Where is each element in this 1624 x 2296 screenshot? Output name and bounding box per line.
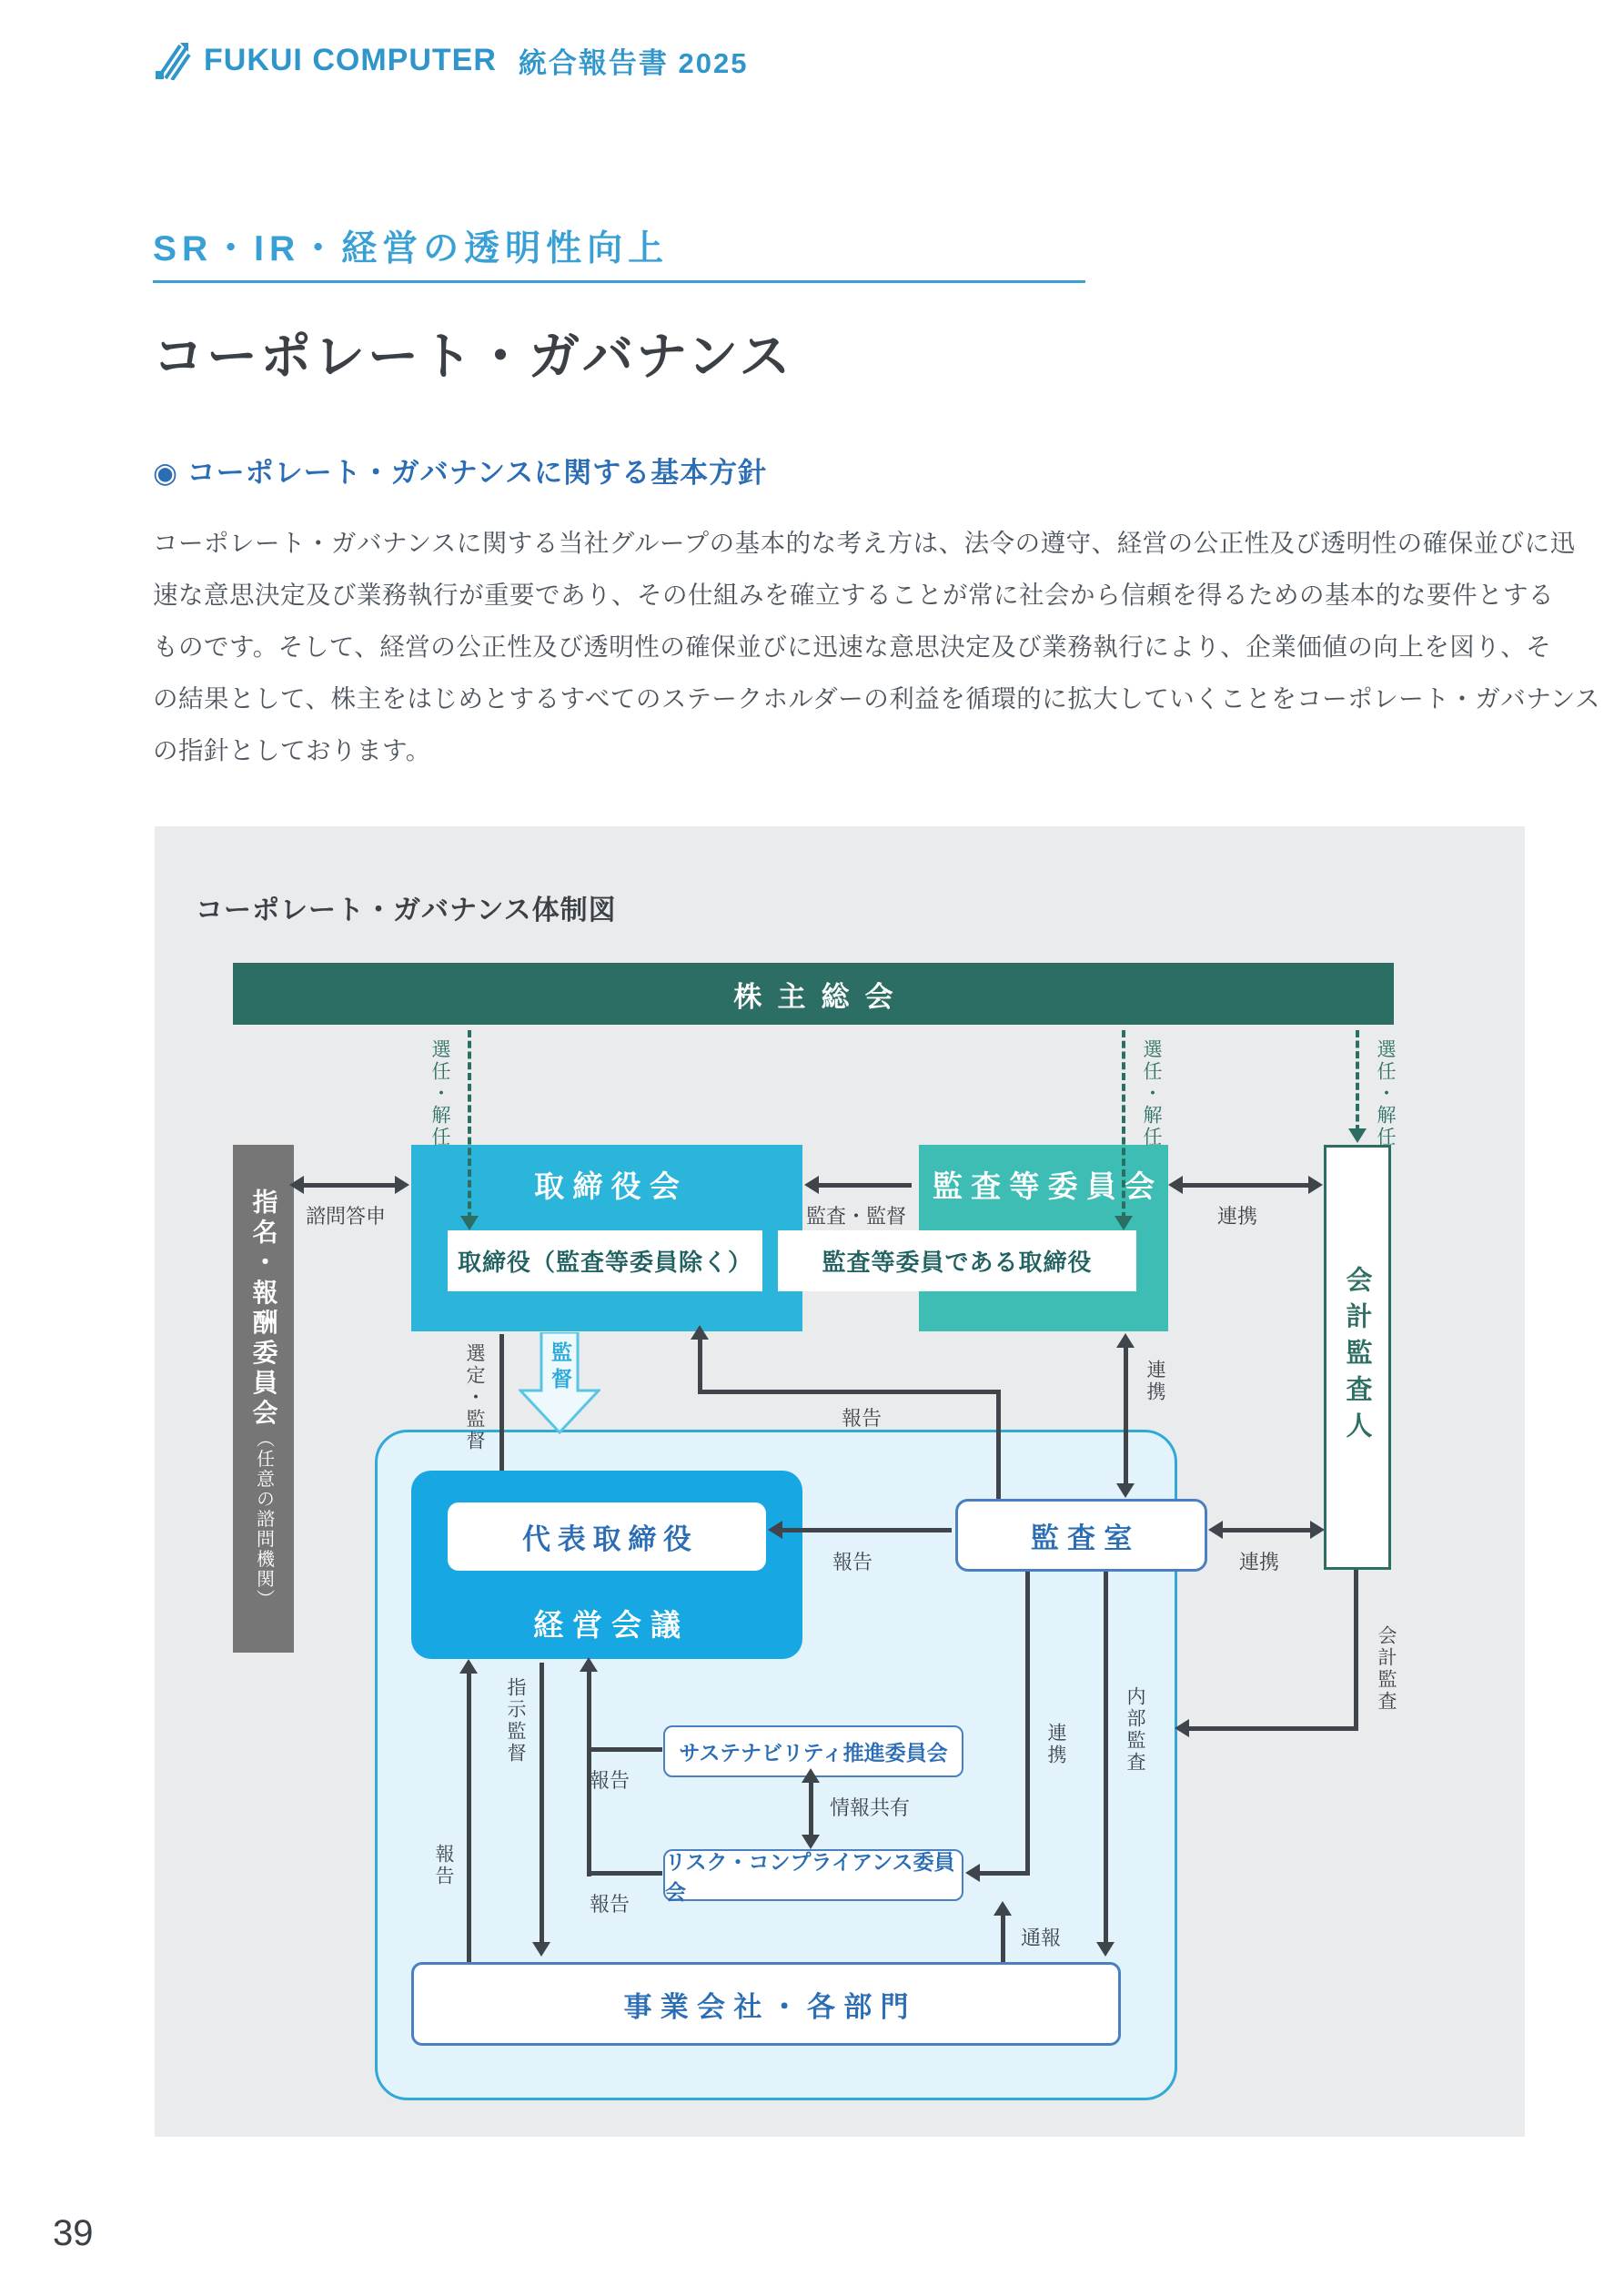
- node-nomination-remuneration-committee: [233, 1145, 294, 1653]
- page-number: 39: [53, 2213, 94, 2253]
- node-business-units: 事業会社・各部門: [411, 1962, 1121, 2046]
- arrowhead: [532, 1942, 550, 1957]
- arrow-appoint-dismiss-audit: [1122, 1030, 1125, 1219]
- subsection-heading: ◉ コーポレート・ガバナンスに関する基本方針: [153, 457, 768, 489]
- arrowhead: [580, 1657, 598, 1672]
- arrow-cooperation-risk-v: [1025, 1572, 1030, 1876]
- arrowhead: [1348, 1128, 1367, 1143]
- arrowhead: [460, 1216, 479, 1230]
- arrowhead: [1096, 1942, 1115, 1957]
- management-meeting-label: 経営会議: [533, 1608, 690, 1642]
- arrow-committee-report-h2: [590, 1871, 662, 1876]
- arrowhead: [1310, 1521, 1325, 1539]
- label-instruct-supervise: 指示監督: [505, 1677, 526, 1765]
- nomination-label: 指名・報酬委員会: [249, 1188, 278, 1430]
- label-advisory: 諮問答申: [306, 1205, 387, 1228]
- arrowhead: [289, 1176, 304, 1194]
- arrow-advisory: [302, 1183, 397, 1188]
- arrowhead: [1208, 1521, 1223, 1539]
- arrow-instruct-supervise: [540, 1663, 544, 1946]
- label-report: 報告: [433, 1844, 454, 1887]
- arrow-accounting-audit-h: [1187, 1726, 1358, 1731]
- label-appoint-dismiss: 選任・解任: [429, 1039, 450, 1148]
- node-sustainability-committee: サステナビリティ推進委員会: [663, 1725, 963, 1777]
- node-audit-committee: 監査等委員会: [919, 1145, 1168, 1331]
- arrow-report-to-president: [781, 1528, 952, 1532]
- arrow-cooperation-risk-h: [978, 1871, 1028, 1876]
- arrowhead: [1175, 1719, 1189, 1737]
- body-line: 速な意思決定及び業務執行が重要であり、その仕組みを確立することが常に社会から信頼を得るための基本的な要件とする: [153, 581, 1554, 609]
- label-select-supervise: 選定・監督: [464, 1343, 485, 1452]
- arrow-report-to-board: [698, 1338, 702, 1392]
- label-supervise: 監督: [549, 1341, 572, 1394]
- arrow-info-share: [809, 1781, 813, 1836]
- label-appoint-dismiss: 選任・解任: [1141, 1039, 1162, 1148]
- nomination-note: （任意の諮問機関）: [253, 1429, 274, 1610]
- arrowhead: [965, 1864, 980, 1882]
- node-audit-office: 監査室: [955, 1499, 1207, 1572]
- label-report: 報告: [832, 1551, 873, 1573]
- brand-name: FUKUI COMPUTER: [204, 43, 497, 77]
- label-cooperation: 連携: [1217, 1205, 1258, 1228]
- diagram-title: コーポレート・ガバナンス体制図: [196, 895, 617, 925]
- fukui-computer-logo-icon: [153, 42, 191, 80]
- arrow-appoint-dismiss-auditor: [1356, 1030, 1359, 1132]
- arrowhead: [768, 1521, 782, 1539]
- label-audit-supervise: 監査・監督: [806, 1205, 907, 1228]
- section-category: SR・IR・経営の透明性向上: [153, 229, 670, 268]
- arrow-internal-audit: [1104, 1572, 1108, 1946]
- label-report: 報告: [842, 1407, 883, 1430]
- arrowhead: [802, 1768, 820, 1783]
- arrow-accounting-audit-v: [1354, 1570, 1358, 1731]
- header: [153, 40, 748, 81]
- label-report: 報告: [590, 1769, 630, 1792]
- arrowhead: [691, 1325, 709, 1340]
- body-line: コーポレート・ガバナンスに関する当社グループの基本的な考え方は、法令の遵守、経営の公正性及び透明性の確保並びに迅: [153, 529, 1576, 557]
- label-info-share: 情報共有: [830, 1796, 911, 1819]
- category-underline: [153, 280, 1085, 283]
- arrowhead: [994, 1901, 1012, 1916]
- arrow-whistleblow: [1001, 1914, 1005, 1962]
- label-appoint-dismiss: 選任・解任: [1375, 1039, 1396, 1148]
- arrow-cooperation-auditor: [1221, 1528, 1312, 1532]
- label-internal-audit: 内部監査: [1125, 1686, 1145, 1774]
- body-line: ものです。そして、経営の公正性及び透明性の確保並びに迅速な意思決定及び業務執行により、企業価値の向上を図り、そ: [153, 632, 1552, 661]
- arrow-cooperation-top: [1181, 1183, 1310, 1188]
- label-report: 報告: [590, 1893, 630, 1916]
- arrowhead: [459, 1659, 478, 1674]
- arrow-appoint-dismiss-board: [468, 1030, 471, 1219]
- arrow-report-to-board-v: [996, 1390, 1001, 1499]
- body-line: の指針としております。: [153, 736, 431, 764]
- label-accounting-audit: 会計監査: [1376, 1625, 1397, 1713]
- body-paragraph: [153, 517, 1601, 776]
- node-directors-excl-audit: 取締役（監査等委員除く）: [448, 1230, 762, 1291]
- document-title: 統合報告書 2025: [518, 47, 749, 79]
- page-title: コーポレート・ガバナンス: [153, 328, 793, 385]
- arrowhead: [804, 1176, 819, 1194]
- arrow-report-to-board-h: [698, 1390, 1001, 1394]
- node-representative-director: 代表取締役: [448, 1502, 766, 1571]
- arrowhead: [1115, 1216, 1133, 1230]
- arrowhead: [395, 1176, 409, 1194]
- arrowhead: [802, 1835, 820, 1849]
- arrowhead: [1116, 1483, 1135, 1498]
- label-cooperation: 連携: [1239, 1551, 1280, 1573]
- label-cooperation: 連携: [1045, 1723, 1066, 1766]
- node-accounting-auditor: 会計監査人: [1324, 1145, 1391, 1570]
- arrowhead: [1168, 1176, 1183, 1194]
- label-whistleblow: 通報: [1021, 1927, 1062, 1949]
- node-shareholders-meeting: 株主総会: [233, 963, 1394, 1025]
- arrow-cooperation-audit-office: [1124, 1346, 1128, 1487]
- arrow-select-supervise: [499, 1334, 504, 1487]
- label-cooperation: 連携: [1145, 1360, 1165, 1403]
- arrow-audit-supervise: [817, 1183, 912, 1188]
- arrow-report-up: [467, 1672, 471, 1962]
- node-audit-committee-directors: 監査等委員である取締役: [778, 1230, 1136, 1291]
- arrowhead: [1308, 1176, 1323, 1194]
- arrow-committee-report-h1: [590, 1747, 662, 1752]
- node-risk-compliance-committee: リスク・コンプライアンス委員会: [663, 1849, 963, 1901]
- governance-diagram: [155, 826, 1525, 2137]
- node-board-of-directors: 取締役会: [411, 1145, 802, 1331]
- body-line: の結果として、株主をはじめとするすべてのステークホルダーの利益を循環的に拡大していくことをコーポレート・ガバナンス: [153, 684, 1601, 713]
- arrowhead: [1116, 1333, 1135, 1348]
